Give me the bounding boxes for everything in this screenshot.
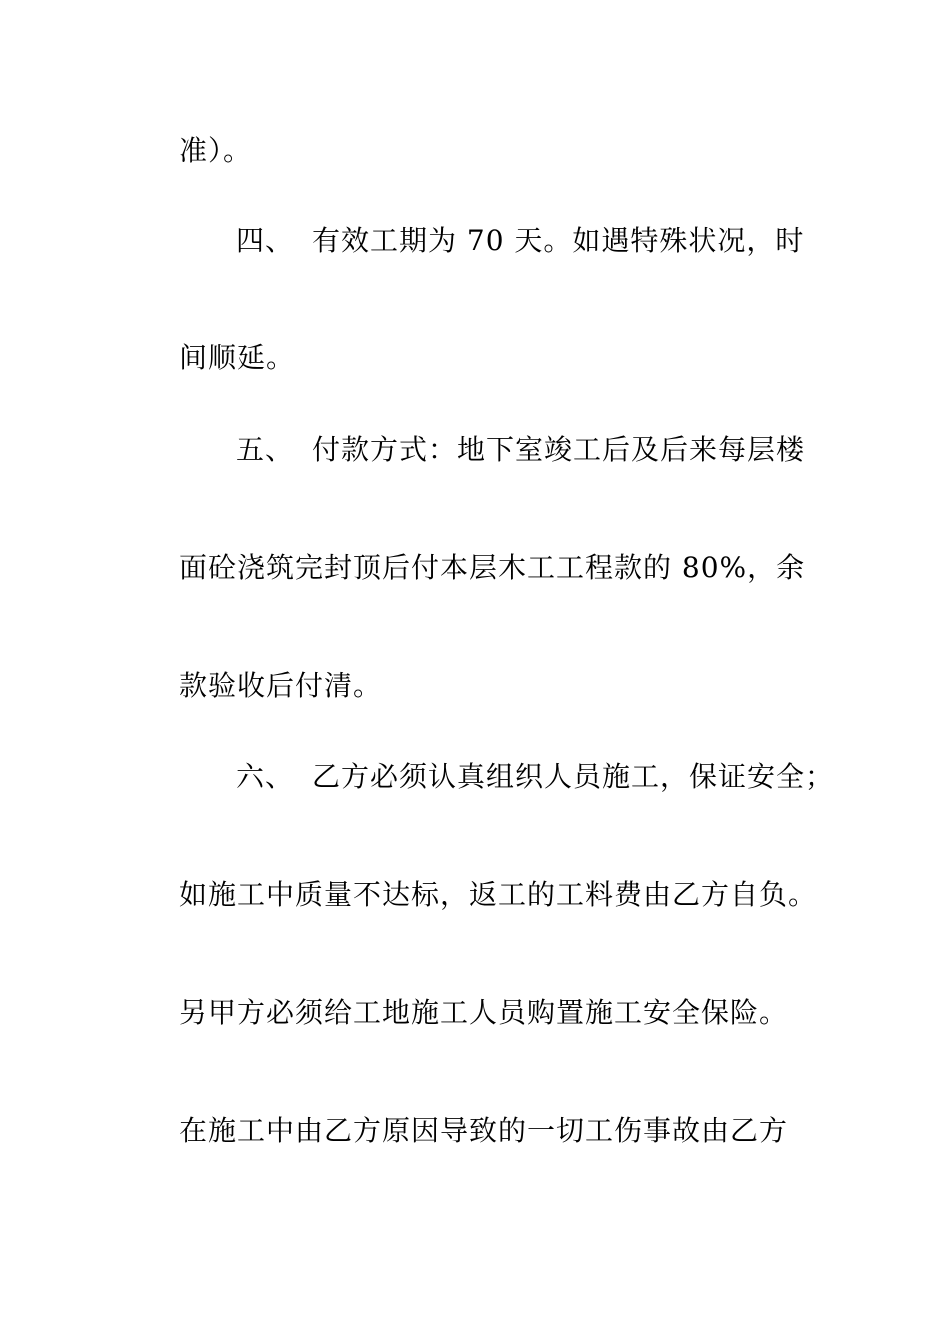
clause-number: 六、	[236, 760, 295, 793]
text-line	[179, 875, 817, 915]
text-line	[179, 548, 805, 588]
text-line	[179, 338, 295, 378]
line-text: 付款方式：地下室竣工后及后来每层楼	[312, 433, 806, 466]
clause-four	[236, 221, 804, 261]
text-line	[179, 993, 788, 1033]
clause-number: 四、	[236, 224, 295, 257]
text-line	[179, 131, 252, 171]
text-line	[179, 666, 382, 706]
line-text: 面砼浇筑完封顶后付本层木工工程款的 80%，余	[179, 551, 806, 584]
text-line	[179, 1111, 788, 1151]
clause-six	[236, 757, 834, 797]
line-text: 准）。	[179, 134, 253, 167]
line-text: 在施工中由乙方原因导致的一切工伤事故由乙方	[179, 1114, 789, 1147]
clause-five	[236, 430, 805, 470]
line-text: 另甲方必须给工地施工人员购置施工安全保险。	[179, 996, 789, 1029]
line-text: 有效工期为 70 天。如遇特殊状况，时	[312, 224, 805, 257]
clause-number: 五、	[236, 433, 295, 466]
line-text: 款验收后付清。	[179, 669, 383, 702]
line-text: 如施工中质量不达标，返工的工料费由乙方自负。	[179, 878, 818, 911]
line-text: 间顺延。	[179, 341, 296, 374]
line-text: 乙方必须认真组织人员施工，保证安全；	[312, 760, 835, 793]
